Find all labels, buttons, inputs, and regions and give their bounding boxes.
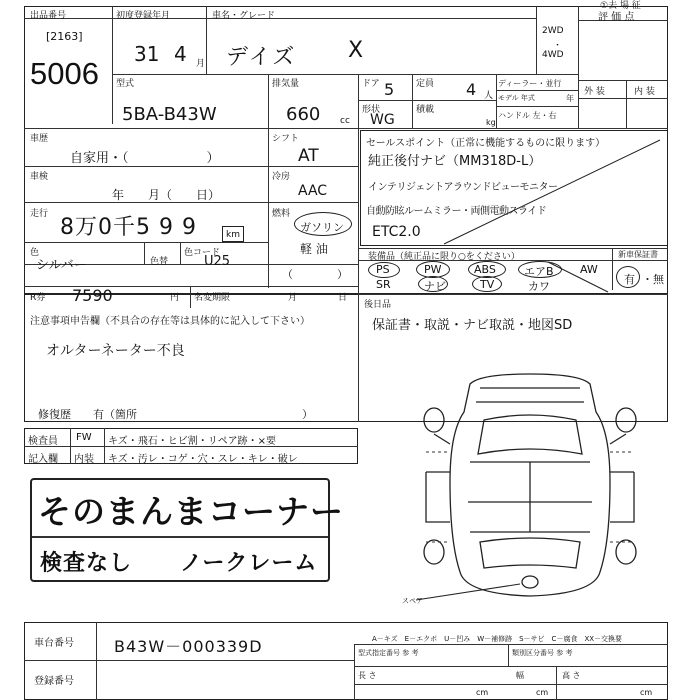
mileage-label: 走行 xyxy=(30,209,49,219)
model-year-unit: 年 xyxy=(566,94,574,103)
ac-label: 冷房 xyxy=(272,172,291,182)
model-value: 5BA-B43W xyxy=(122,104,217,125)
car-grade: X xyxy=(348,38,364,63)
repair-history: 修復歴 有（箇所 ） xyxy=(38,408,313,421)
first-reg-month: 4 xyxy=(174,42,187,66)
load-unit: kg xyxy=(486,118,496,127)
first-reg-month-unit: 月 xyxy=(196,59,206,69)
entry-label: 記入欄 xyxy=(28,454,58,465)
equip-kawa: カワ xyxy=(528,280,550,293)
type-num-label: 型式指定番号 参 考 xyxy=(358,649,419,657)
recycle-unit: 円 xyxy=(170,293,180,303)
selling-point-4: ETC2.0 xyxy=(372,224,421,240)
selling-points-label: セールスポイント（正常に機能するものに限ります） xyxy=(366,138,606,149)
no-claim-text: ノークレーム xyxy=(180,551,318,576)
new-warranty-label: 新車保証書 xyxy=(618,250,658,259)
equip-navi: ナビ xyxy=(424,280,446,293)
dealer-label: ディーラー・並行 xyxy=(498,79,562,88)
history-label: 車歴 xyxy=(30,134,49,144)
shift-label: シフト xyxy=(272,134,300,144)
fw-label: FW xyxy=(76,432,92,443)
reg-label: 登録番号 xyxy=(34,676,74,687)
drive-2wd: 2WD xyxy=(542,26,564,36)
length-unit: cm xyxy=(476,688,489,697)
fuel-label: 燃料 xyxy=(272,209,291,219)
shape-value: WG xyxy=(370,112,395,128)
equip-aw: AW xyxy=(580,263,598,276)
notes-value: オルターネーター不良 xyxy=(46,343,185,359)
selling-point-3: 自動防眩ルームミラー・両側電動スライド xyxy=(366,206,547,217)
equipment-strike xyxy=(540,250,612,294)
displacement-value: 660 xyxy=(286,104,321,125)
lot-number: 5006 xyxy=(30,56,99,91)
equip-tv: TV xyxy=(480,278,495,291)
color-code-value: U25 xyxy=(204,254,231,269)
selling-points-strike xyxy=(360,130,668,246)
notes-label: 注意事項申告欄（不具合の存在等は具体的に記入して下さい） xyxy=(30,316,310,327)
length-label: 長 さ xyxy=(358,671,377,680)
width-unit: cm xyxy=(536,688,549,697)
name-grade-label: 車名・グレード xyxy=(212,11,276,21)
legend-row-1: キズ・飛石・ヒビ割・リペア跡・×要 xyxy=(108,436,276,447)
score-label: 評 価 点 xyxy=(598,12,635,23)
inspector-label: 検査員 xyxy=(28,436,58,447)
ac-value: AAC xyxy=(298,183,328,199)
equip-pw: PW xyxy=(424,263,442,276)
fuel-paren: （ ） xyxy=(282,268,348,281)
first-reg-year: 31 xyxy=(134,42,160,66)
doors-label: ドア xyxy=(362,79,380,89)
no-inspection-text: 検査なし xyxy=(40,551,133,576)
displacement-unit: cc xyxy=(340,116,350,126)
capacity-unit: 人 xyxy=(484,91,494,101)
doors-value: 5 xyxy=(384,80,395,99)
equip-sr: SR xyxy=(376,278,391,291)
lot-label: 出品番号 xyxy=(30,11,67,21)
capacity-label: 定員 xyxy=(416,79,435,89)
load-label: 積載 xyxy=(416,105,435,115)
first-reg-label: 初度登録年月 xyxy=(116,11,171,21)
exterior-label: 外 装 xyxy=(584,87,605,97)
corner-stamp-title: そのまんまコーナー xyxy=(38,492,344,531)
history-value: 自家用・（ ） xyxy=(70,151,220,166)
displacement-label: 排気量 xyxy=(272,79,300,89)
mileage-unit: km xyxy=(226,230,240,240)
fuel-diesel: 軽 油 xyxy=(300,242,328,256)
mileage-value: 8万0千5 9 9 xyxy=(60,215,197,240)
chassis-label: 車台番号 xyxy=(34,638,74,649)
car-name: デイズ xyxy=(226,45,297,70)
chassis-value: B43W－000339D xyxy=(114,637,263,656)
spare-label: スペア xyxy=(402,597,423,605)
model-year-label: モデル 年式 xyxy=(498,94,535,102)
equipment-label: 装備品（純正品に限り○をください） xyxy=(368,252,520,262)
selling-point-2: インテリジェントアラウンドビューモニター xyxy=(368,182,558,193)
damage-key: A－キズ E－エクボ U－凹み W－補修跡 S－サビ C－腐食 XX－交換要 xyxy=(372,635,623,643)
color-value: シルバー xyxy=(36,258,87,273)
handle-label: ハンドル 左・右 xyxy=(498,111,557,120)
fuel-gas: ガソリン xyxy=(300,221,344,234)
height-label: 高 さ xyxy=(562,671,581,680)
drive-dot: ・ xyxy=(553,41,563,51)
recycle-value: 7590 xyxy=(72,286,113,305)
class-num-label: 類別区分番号 参 考 xyxy=(512,649,573,657)
drive-4wd: 4WD xyxy=(542,50,564,60)
accessories-value: 保証書・取説・ナビ取説・地図SD xyxy=(372,318,573,333)
name-change-month: 月 xyxy=(288,293,298,303)
equip-abs: ABS xyxy=(474,263,496,276)
capacity-value: 4 xyxy=(466,80,477,99)
top-partial-text: ①去 場 征 xyxy=(600,1,641,11)
lot-id: [2163] xyxy=(46,30,83,43)
color-code-label: 色コード xyxy=(184,248,221,258)
name-change-label: 名変期限 xyxy=(194,293,231,303)
height-unit: cm xyxy=(640,688,653,697)
model-label: 型式 xyxy=(116,79,135,89)
equip-ps: PS xyxy=(376,263,390,276)
color-swap-label: 色替 xyxy=(150,257,169,267)
fuel-gas-circle xyxy=(294,212,352,236)
interior-short-label: 内装 xyxy=(74,454,94,465)
inspection-value: 年 月（ 日） xyxy=(112,188,221,202)
color-label: 色 xyxy=(30,248,40,258)
warranty-no: ・無 xyxy=(642,273,664,286)
legend-row-2: キズ・汚レ・コゲ・穴・スレ・キレ・破レ xyxy=(108,454,298,465)
inspection-label: 車検 xyxy=(30,172,49,182)
shift-value: AT xyxy=(298,146,319,166)
recycle-label: R券 xyxy=(30,293,46,303)
car-body-diagram xyxy=(410,372,650,602)
name-change-day: 日 xyxy=(338,293,348,303)
accessories-label: 後日品 xyxy=(364,300,392,310)
equip-airbag: エアB xyxy=(524,265,554,278)
interior-label: 内 装 xyxy=(634,87,655,97)
width-label: 幅 xyxy=(516,671,524,680)
warranty-yes: 有 xyxy=(624,273,635,286)
shape-label: 形状 xyxy=(362,105,381,115)
selling-point-1: 純正後付ナビ（MM318D-L） xyxy=(368,154,542,169)
